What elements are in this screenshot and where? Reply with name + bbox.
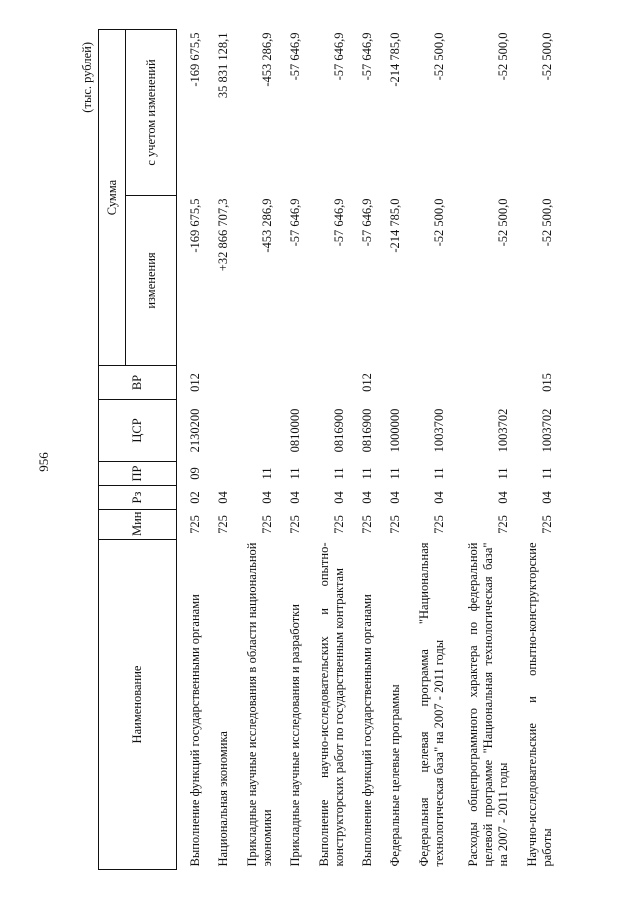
cell-rz: 04 (359, 491, 374, 504)
cell-pr: 09 (187, 467, 202, 480)
table-row (177, 30, 205, 870)
cell-csr: 2130200 (187, 408, 202, 453)
cell-total: -52 500,0 (495, 32, 510, 81)
cell-rz: 04 (259, 491, 274, 504)
cell-change: -52 500,0 (539, 198, 554, 247)
cell-total: -214 785,0 (387, 32, 402, 87)
rotated-page-content (80, 30, 560, 870)
cell-min: 725 (259, 515, 274, 534)
units-note: (тыс. рублей) (80, 42, 94, 113)
header-pr: ПР (99, 462, 177, 486)
cell-csr: 1003702 (495, 408, 510, 453)
cell-change: -57 646,9 (331, 198, 346, 247)
cell-change: +32 866 707,3 (215, 198, 230, 272)
table-body (177, 30, 557, 870)
cell-name: Научно-исследовательские и опытно-конструкторские работы (525, 542, 554, 867)
cell-total: -169 675,5 (187, 32, 202, 87)
cell-name: Национальная экономика (215, 731, 230, 867)
table-row (405, 30, 449, 870)
cell-min: 725 (431, 515, 446, 534)
cell-vr (233, 366, 277, 400)
table-row (205, 30, 233, 870)
cell-csr: 1000000 (387, 408, 402, 453)
cell-change: -52 500,0 (495, 198, 510, 247)
cell-vr (277, 366, 305, 400)
table-row (449, 30, 513, 870)
cell-min: 725 (495, 515, 510, 534)
header-vr: ВР (99, 366, 177, 400)
cell-pr: 11 (259, 467, 274, 480)
cell-min: 725 (187, 515, 202, 534)
cell-name: Федеральная целевая программа "Национальная технологическая база" на 2007 - 2011 годы (417, 542, 446, 867)
cell-pr: 11 (331, 467, 346, 480)
cell-min: 725 (331, 515, 346, 534)
cell-total: -57 646,9 (287, 32, 302, 81)
cell-vr (449, 366, 513, 400)
cell-csr: 1003702 (539, 408, 554, 453)
table-row (513, 30, 557, 870)
cell-total: -57 646,9 (359, 32, 374, 81)
cell-vr (405, 366, 449, 400)
table-row (233, 30, 277, 870)
cell-rz: 04 (387, 491, 402, 504)
cell-vr: 012 (187, 373, 202, 392)
cell-name: Прикладные научные исследования и разработки (287, 604, 302, 867)
cell-min: 725 (359, 515, 374, 534)
cell-csr: 0810000 (287, 408, 302, 453)
cell-min: 725 (215, 515, 230, 534)
budget-table (98, 29, 557, 870)
cell-change: -453 286,9 (259, 198, 274, 253)
cell-total: 35 831 128,1 (215, 32, 230, 99)
header-total: с учетом изменений (126, 30, 177, 196)
cell-pr: 11 (431, 467, 446, 480)
cell-min: 725 (387, 515, 402, 534)
table-header (99, 30, 177, 870)
cell-pr: 11 (359, 467, 374, 480)
header-change: изменения (126, 196, 177, 366)
cell-name: Выполнение научно-исследовательских и опытно-конструкторских работ по государственным контрактам (317, 542, 346, 867)
header-min: Мин (99, 510, 177, 540)
cell-name: Выполнение функций государственными органами (359, 594, 374, 867)
cell-rz: 04 (431, 491, 446, 504)
cell-vr (205, 366, 233, 400)
cell-total: -57 646,9 (331, 32, 346, 81)
cell-pr: 11 (287, 467, 302, 480)
cell-pr: 11 (539, 467, 554, 480)
header-name: Наименование (99, 540, 177, 870)
table-row (377, 30, 405, 870)
cell-csr: 0816900 (359, 408, 374, 453)
cell-min: 725 (287, 515, 302, 534)
cell-vr: 015 (539, 373, 554, 392)
cell-min: 725 (539, 515, 554, 534)
header-sum: Сумма (99, 30, 126, 366)
cell-csr (233, 400, 277, 462)
cell-rz: 04 (215, 491, 230, 504)
cell-change: -52 500,0 (431, 198, 446, 247)
cell-change: -57 646,9 (287, 198, 302, 247)
page-number: 956 (36, 452, 51, 472)
cell-vr (377, 366, 405, 400)
cell-csr: 1003700 (431, 408, 446, 453)
cell-rz: 02 (187, 491, 202, 504)
cell-name: Прикладные научные исследования в области национальной экономики (245, 542, 274, 867)
cell-vr (305, 366, 349, 400)
cell-rz: 04 (287, 491, 302, 504)
cell-name: Федеральные целевые программы (387, 684, 402, 867)
cell-rz: 04 (495, 491, 510, 504)
table-row (305, 30, 349, 870)
cell-pr: 11 (495, 467, 510, 480)
cell-change: -214 785,0 (387, 198, 402, 253)
cell-change: -169 675,5 (187, 198, 202, 253)
cell-rz: 04 (331, 491, 346, 504)
cell-rz: 04 (539, 491, 554, 504)
header-rz: Рз (99, 486, 177, 510)
cell-pr (205, 462, 233, 486)
cell-change: -57 646,9 (359, 198, 374, 247)
cell-vr: 012 (359, 373, 374, 392)
header-csr: ЦСР (99, 400, 177, 462)
cell-total: -52 500,0 (431, 32, 446, 81)
cell-csr (205, 400, 233, 462)
cell-csr: 0816900 (331, 408, 346, 453)
table-row (277, 30, 305, 870)
cell-total: -52 500,0 (539, 32, 554, 81)
cell-total: -453 286,9 (259, 32, 274, 87)
cell-name: Расходы общепрограммного характера по федеральной целевой программе "Национальная технологическая база" на 2007 - 2011 годы (466, 542, 510, 867)
cell-pr: 11 (387, 467, 402, 480)
table-row (349, 30, 377, 870)
cell-name: Выполнение функций государственными органами (187, 594, 202, 867)
